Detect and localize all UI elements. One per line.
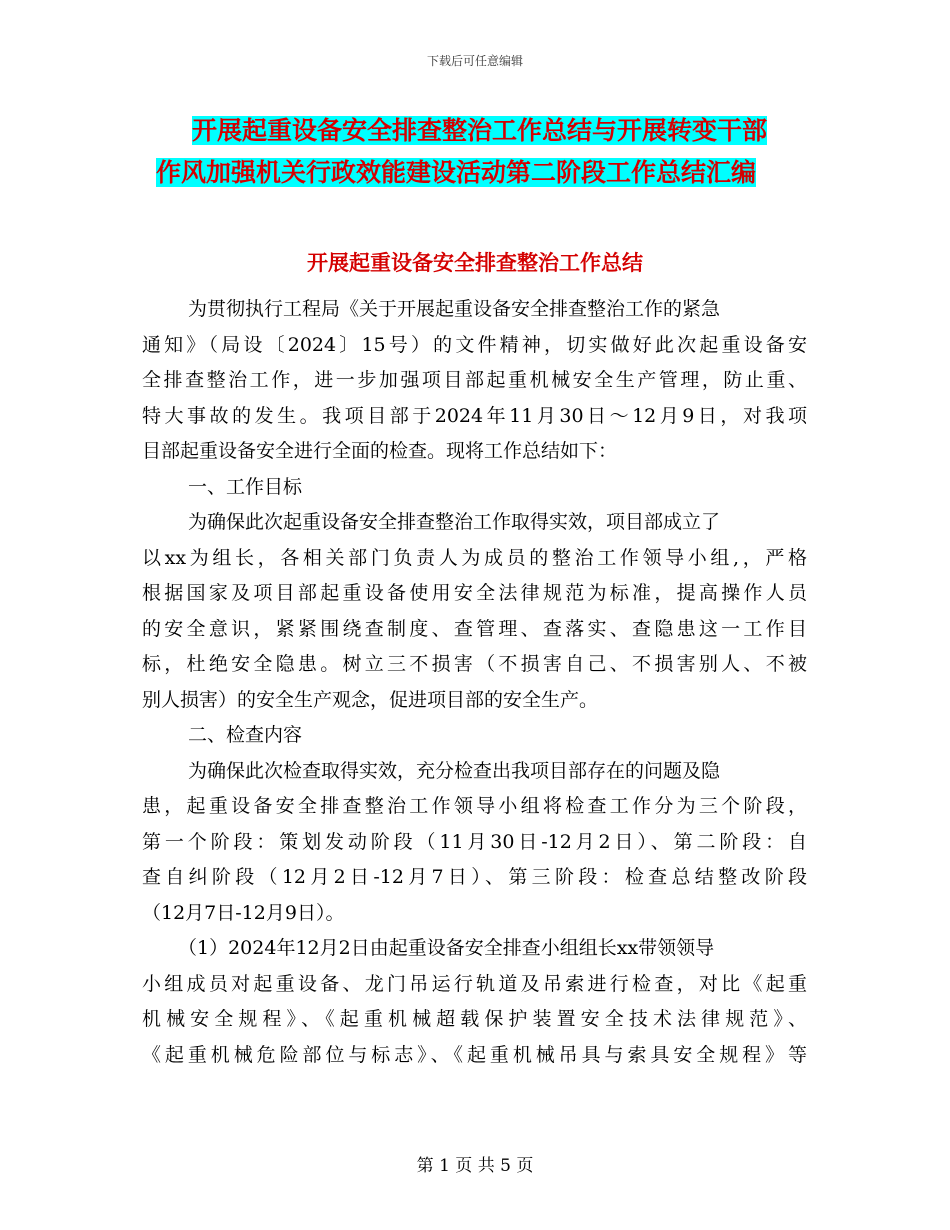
text-line: 机械安全规程》、《起重机械超载保护装置安全技术法律规范》、 [142,1008,807,1030]
section-title: 开展起重设备安全排查整治工作总结 [307,251,643,275]
page-footer: 第 1 页 共 5 页 [416,1156,534,1176]
heading-inspection-content: 二、检查内容 [188,724,303,746]
text-line: 的安全意识，紧紧围绕查制度、查管理、查落实、查隐患这一工作目 [142,617,807,640]
text-line: 通知》（局设〔2024〕15号）的文件精神，切实做好此次起重设备安 [142,333,807,356]
text-line: 第一个阶段：策划发动阶段（11月30日-12月2日）、第二阶段：自 [142,830,807,853]
text-line: 小组成员对起重设备、龙门吊运行轨道及吊索进行检查，对比《起重 [142,972,807,995]
text-line: 根据国家及项目部起重设备使用安全法律规范为标准，提高操作人员 [142,582,807,604]
text-line: （12月7日-12月9日）。 [142,901,345,924]
text-line: 为贯彻执行工程局《关于开展起重设备安全排查整治工作的紧急 [188,298,721,320]
title-line-2: 作风加强机关行政效能建设活动第二阶段工作总结汇编 [156,158,757,187]
text-line: 查自纠阶段（12月2日-12月7日）、第三阶段：检查总结整改阶段 [142,866,807,888]
header-note: 下载后可任意编辑 [426,54,523,68]
text-line: 患，起重设备安全排查整治工作领导小组将检查工作分为三个阶段， [142,795,807,817]
text-line: 标，杜绝安全隐患。树立三不损害（不损害自己、不损害别人、不被 [142,653,807,675]
text-line: 为确保此次起重设备安全排查整治工作取得实效，项目部成立了 [188,511,721,533]
title-line-1: 开展起重设备安全排查整治工作总结与开展转变干部 [192,116,768,145]
text-line: 全排查整治工作，进一步加强项目部起重机械安全生产管理，防止重、 [142,369,807,391]
text-line: （1）2024年12月2日由起重设备安全排查小组组长xx带领领导 [178,937,715,959]
text-line: 以xx为组长，各相关部门负责人为成员的整治工作领导小组,，严格 [142,546,807,569]
text-line: 别人损害）的安全生产观念，促进项目部的安全生产。 [142,688,599,711]
text-line: 目部起重设备安全进行全面的检查。现将工作总结如下： [142,440,618,462]
text-line: 为确保此次检查取得实效，充分检查出我项目部存在的问题及隐 [188,759,721,782]
text-line: 《起重机械危险部位与标志》、《起重机械吊具与索具安全规程》等 [142,1043,807,1066]
document-title [140,110,820,194]
body-text [142,292,807,1073]
text-line: 特大事故的发生。我项目部于2024年11月30日～12月9日，对我项 [142,404,807,427]
heading-work-goal: 一、工作目标 [188,475,303,498]
